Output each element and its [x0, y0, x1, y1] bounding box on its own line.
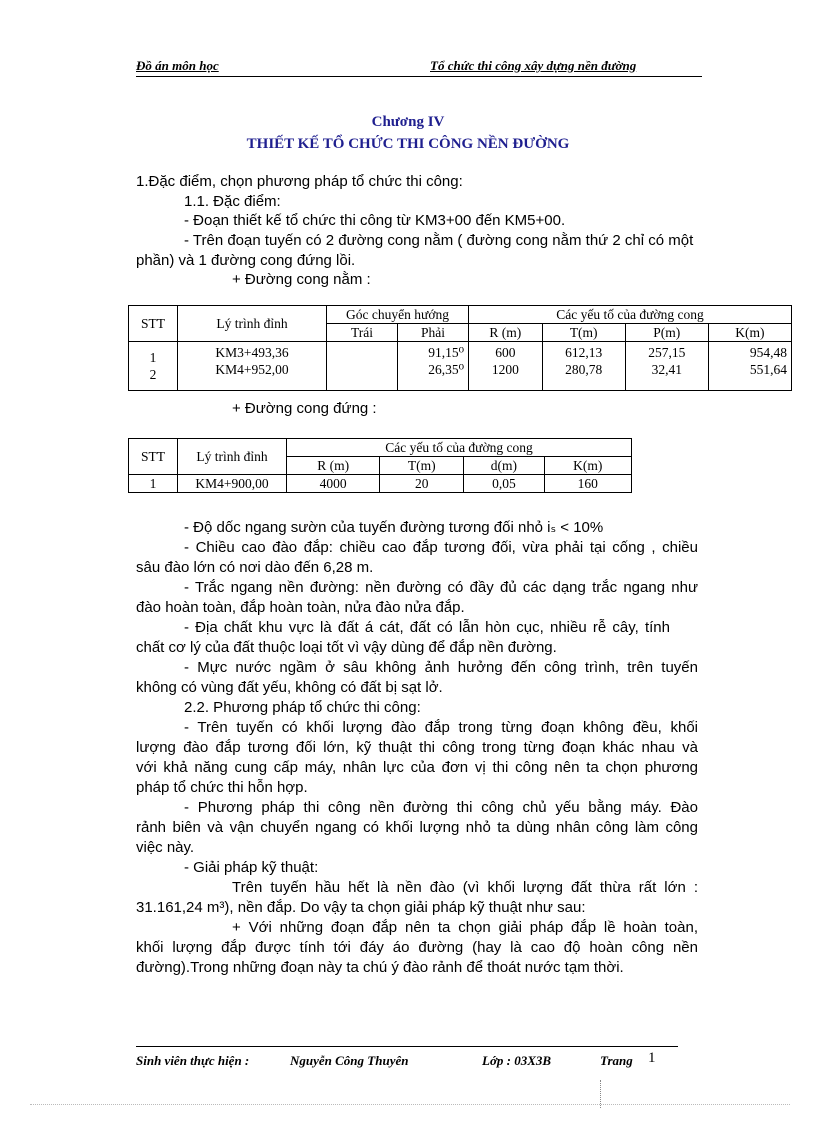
header-cell: Các yếu tố của đường cong [469, 306, 792, 324]
header-cell: R (m) [287, 457, 380, 475]
table-cell [469, 342, 543, 391]
page-bottom-line [30, 1104, 790, 1105]
header-cell: P(m) [625, 324, 708, 342]
header-left: Đồ án môn học [136, 58, 219, 73]
table-cell: 20 [380, 475, 464, 493]
header-cell: K(m) [708, 324, 791, 342]
table-cell: 4000 [287, 475, 380, 493]
page-footer [136, 1046, 678, 1068]
paragraph-line: - Giải pháp kỹ thuật: [184, 859, 319, 876]
table-cell [398, 342, 469, 391]
paragraph-line: phần) và 1 đường cong đứng lồi. [136, 252, 356, 269]
header-cell: Trái [327, 324, 398, 342]
page-header [136, 58, 702, 77]
paragraph-line: - Mực nước ngầm ở sâu không ảnh hưởng đến công trình, trên tuyến [184, 659, 698, 676]
header-cell: Các yếu tố của đường cong [287, 439, 632, 457]
cell-value: 32,41 [651, 362, 682, 377]
cell-value: 954,48 [749, 345, 787, 360]
paragraph-line: - Địa chất khu vực là đất á cát, đất có lẫn hòn cục, nhiều rễ cây, tính [184, 619, 670, 636]
table-cell: 1 [129, 475, 178, 493]
horizontal-curve-table [128, 305, 792, 391]
cell-value: 551,64 [749, 362, 787, 377]
page-number: 1 [648, 1050, 656, 1066]
paragraph-line: với khả năng cung cấp máy, nhân lực của đơn vị thi công nên ta chọn phương [136, 759, 698, 776]
cell-value: KM4+952,00 [215, 362, 289, 377]
table-row [129, 342, 792, 391]
header-cell: K(m) [544, 457, 631, 475]
cell-value: 1200 [491, 362, 519, 377]
paragraph-line: - Chiều cao đào đắp: chiều cao đắp tương đối, vừa phải tại cống , chiều [184, 539, 698, 556]
header-cell: d(m) [464, 457, 544, 475]
subsection-heading: 2.2. Phương pháp tổ chức thi công: [184, 699, 421, 716]
paragraph-line: sâu đào lớn có nơi dào đến 6,28 m. [136, 559, 374, 576]
cell-value: 91,15⁰ [428, 345, 464, 360]
footer-class: Lớp : 03X3B [482, 1053, 552, 1068]
paragraph-line: chất cơ lý của đất thuộc loại tốt vì vậy dùng để đắp nền đường. [136, 639, 557, 656]
cell-value: 612,13 [565, 345, 603, 360]
table-cell [327, 342, 398, 391]
chapter-number: Chương IV [371, 114, 445, 130]
cell-value: 2 [149, 367, 157, 382]
paragraph-line: 31.161,24 m³), nền đắp. Do vậy ta chọn giải pháp kỹ thuật như sau: [136, 899, 586, 916]
paragraph-line: - Phương pháp thi công nền đường thi công chủ yếu bằng máy. Đào [184, 799, 698, 816]
subsection-heading: 1.1. Đặc điểm: [184, 193, 281, 210]
table-cell [542, 342, 625, 391]
header-cell: STT [129, 306, 178, 342]
table-cell [625, 342, 708, 391]
header-cell: Lý trình đỉnh [178, 439, 287, 475]
paragraph-line: khối lượng đắp được tính tới đáy áo đường (hay là cao độ hoàn công nền [136, 939, 698, 956]
footer-page-label: Trang [600, 1053, 633, 1068]
paragraph-line: - Trên tuyến có khối lượng đào đắp trong từng đoạn không đều, khối [184, 719, 698, 736]
footer-label: Sinh viên thực hiện : [136, 1053, 250, 1068]
paragraph-line: rảnh biên và vận chuyển ngang có khối lượng nhỏ ta dùng nhân công làm công [136, 819, 698, 836]
table-cell [708, 342, 791, 391]
paragraph-line: đào hoàn toàn, đắp hoàn toàn, nửa đào nửa đắp. [136, 599, 465, 616]
vertical-curve-table [128, 438, 632, 493]
table-caption: + Đường cong đứng : [232, 400, 377, 417]
table-cell: 0,05 [464, 475, 544, 493]
paragraph-line: đường).Trong những đoạn này ta chú ý đào rảnh để thoát nước tạm thời. [136, 959, 624, 976]
cell-value: 280,78 [565, 362, 603, 377]
paragraph-line: pháp tổ chức thi hỗn hợp. [136, 779, 308, 796]
header-cell: T(m) [380, 457, 464, 475]
chapter-title: THIẾT KẾ TỔ CHỨC THI CÔNG NỀN ĐƯỜNG [246, 136, 570, 152]
paragraph-line: + Với những đoạn đắp nên ta chọn giải pháp đắp lề hoàn toàn, [232, 919, 698, 936]
table-cell: 160 [544, 475, 631, 493]
header-cell: Lý trình đỉnh [178, 306, 327, 342]
paragraph-line: việc này. [136, 839, 195, 856]
cell-value: 26,35⁰ [428, 362, 464, 377]
table-cell [129, 342, 178, 391]
paragraph-line: - Đoạn thiết kế tổ chức thi công từ KM3+00 đến KM5+00. [184, 212, 566, 229]
header-cell: T(m) [542, 324, 625, 342]
paragraph-line: - Trên đoạn tuyến có 2 đường cong nằm ( đường cong nằm thứ 2 chỉ có một [184, 232, 694, 249]
table-row [129, 475, 632, 493]
header-cell: R (m) [469, 324, 543, 342]
cell-value: 1 [149, 350, 157, 365]
cell-value: 257,15 [648, 345, 686, 360]
paragraph-line: Trên tuyến hầu hết là nền đào (vì khối lượng đất thừa rất lớn : [232, 879, 698, 896]
header-cell: STT [129, 439, 178, 475]
cell-value: KM3+493,36 [215, 345, 289, 360]
footer-student-name: Nguyễn Công Thuyên [290, 1053, 409, 1068]
paragraph-line: - Độ dốc ngang sườn của tuyến đường tương đối nhỏ iₛ < 10% [184, 519, 604, 536]
paragraph-line: - Trắc ngang nền đường: nền đường có đầy đủ các dạng trắc ngang như [184, 579, 698, 596]
table-caption: + Đường cong nằm : [232, 271, 371, 288]
header-cell: Góc chuyển hướng [327, 306, 469, 324]
paragraph-line: lượng đào đắp tương đối lớn, kỹ thuật thi công trong từng đoạn khác nhau và [136, 739, 698, 756]
section-heading: 1.Đặc điểm, chọn phương pháp tổ chức thi công: [136, 173, 463, 190]
paragraph-line: không có vùng đất yếu, không có đất bị sạt lở. [136, 679, 443, 696]
header-cell: Phải [398, 324, 469, 342]
table-cell: KM4+900,00 [178, 475, 287, 493]
cell-value: 600 [495, 345, 516, 360]
header-right: Tổ chức thi công xây dựng nền đường [430, 58, 637, 73]
table-cell [178, 342, 327, 391]
